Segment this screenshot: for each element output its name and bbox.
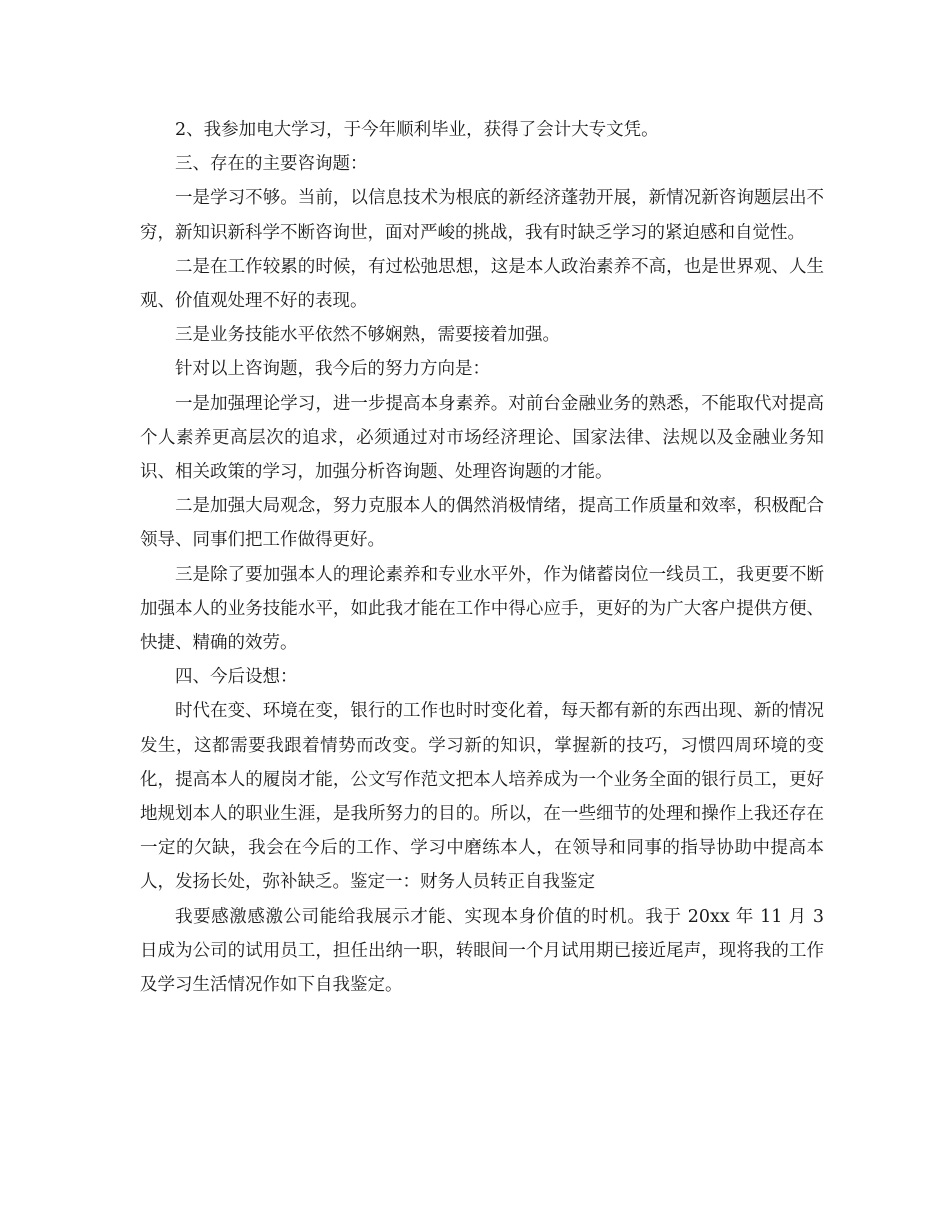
paragraph-problem-1: 一是学习不够。当前，以信息技术为根底的新经济蓬勃开展，新情况新咨询题层出不穷，新知识新科学不断咨询世，面对严峻的挑战，我有时缺乏学习的紧迫感和自觉性。 xyxy=(140,188,824,243)
paragraph-direction-1: 一是加强理论学习，进一步提高本身素养。对前台金融业务的熟悉，不能取代对提高个人素养更高层次的追求，必须通过对市场经济理论、国家法律、法规以及金融业务知识、相关政策的学习，加强分析咨询题、处理咨询题的才能。 xyxy=(140,393,824,483)
heading-future-plans: 四、今后设想： xyxy=(175,667,298,688)
heading-main-problems: 三、存在的主要咨询题： xyxy=(175,154,368,175)
paragraph-future-plans: 时代在变、环境在变，银行的工作也时时变化着，每天都有新的东西出现、新的情况发生，这都需要我跟着情势而改变。学习新的知识，掌握新的技巧，习惯四周环境的变化，提高本人的履岗才能，公文写作范文把本人培养成为一个业务全面的银行员工，更好地规划本人的职业生涯，是我所努力的目的。所以，在一些细节的处理和操作上我还存在一定的欠缺，我会在今后的工作、学习中磨练本人，在领导和同事的指导协助中提高本人，发扬长处，弥补缺乏。鉴定一：财务人员转正自我鉴定 xyxy=(140,701,824,893)
paragraph-direction-2: 二是加强大局观念，努力克服本人的偶然消极情绪，提高工作质量和效率，积极配合领导、同事们把工作做得更好。 xyxy=(140,496,824,551)
paragraph-problem-2: 二是在工作较累的时候，有过松弛思想，这是本人政治素养不高，也是世界观、人生观、价值观处理不好的表现。 xyxy=(140,256,824,312)
paragraph-direction-3: 三是除了要加强本人的理论素养和专业水平外，作为储蓄岗位一线员工，我更要不断加强本人的业务技能水平，如此我才能在工作中得心应手，更好的为广大客户提供方便、快捷、精确的效劳。 xyxy=(140,564,824,654)
paragraph-graduation: 2、我参加电大学习，于今年顺利毕业，获得了会计大专文凭。 xyxy=(175,120,659,140)
paragraph-problem-3: 三是业务技能水平依然不够娴熟，需要接着加强。 xyxy=(175,325,560,346)
paragraph-direction-intro: 针对以上咨询题，我今后的努力方向是： xyxy=(175,359,490,380)
document-body xyxy=(140,113,824,1002)
paragraph-self-assessment: 我要感激感激公司能给我展示才能、实现本身价值的时机。我于 20xx 年 11 月 3 日成为公司的试用员工，担任出纳一职，转眼间一个月试用期已接近尾声，现将我的工作及学习生活情况作如下自我鉴定。 xyxy=(140,906,824,996)
